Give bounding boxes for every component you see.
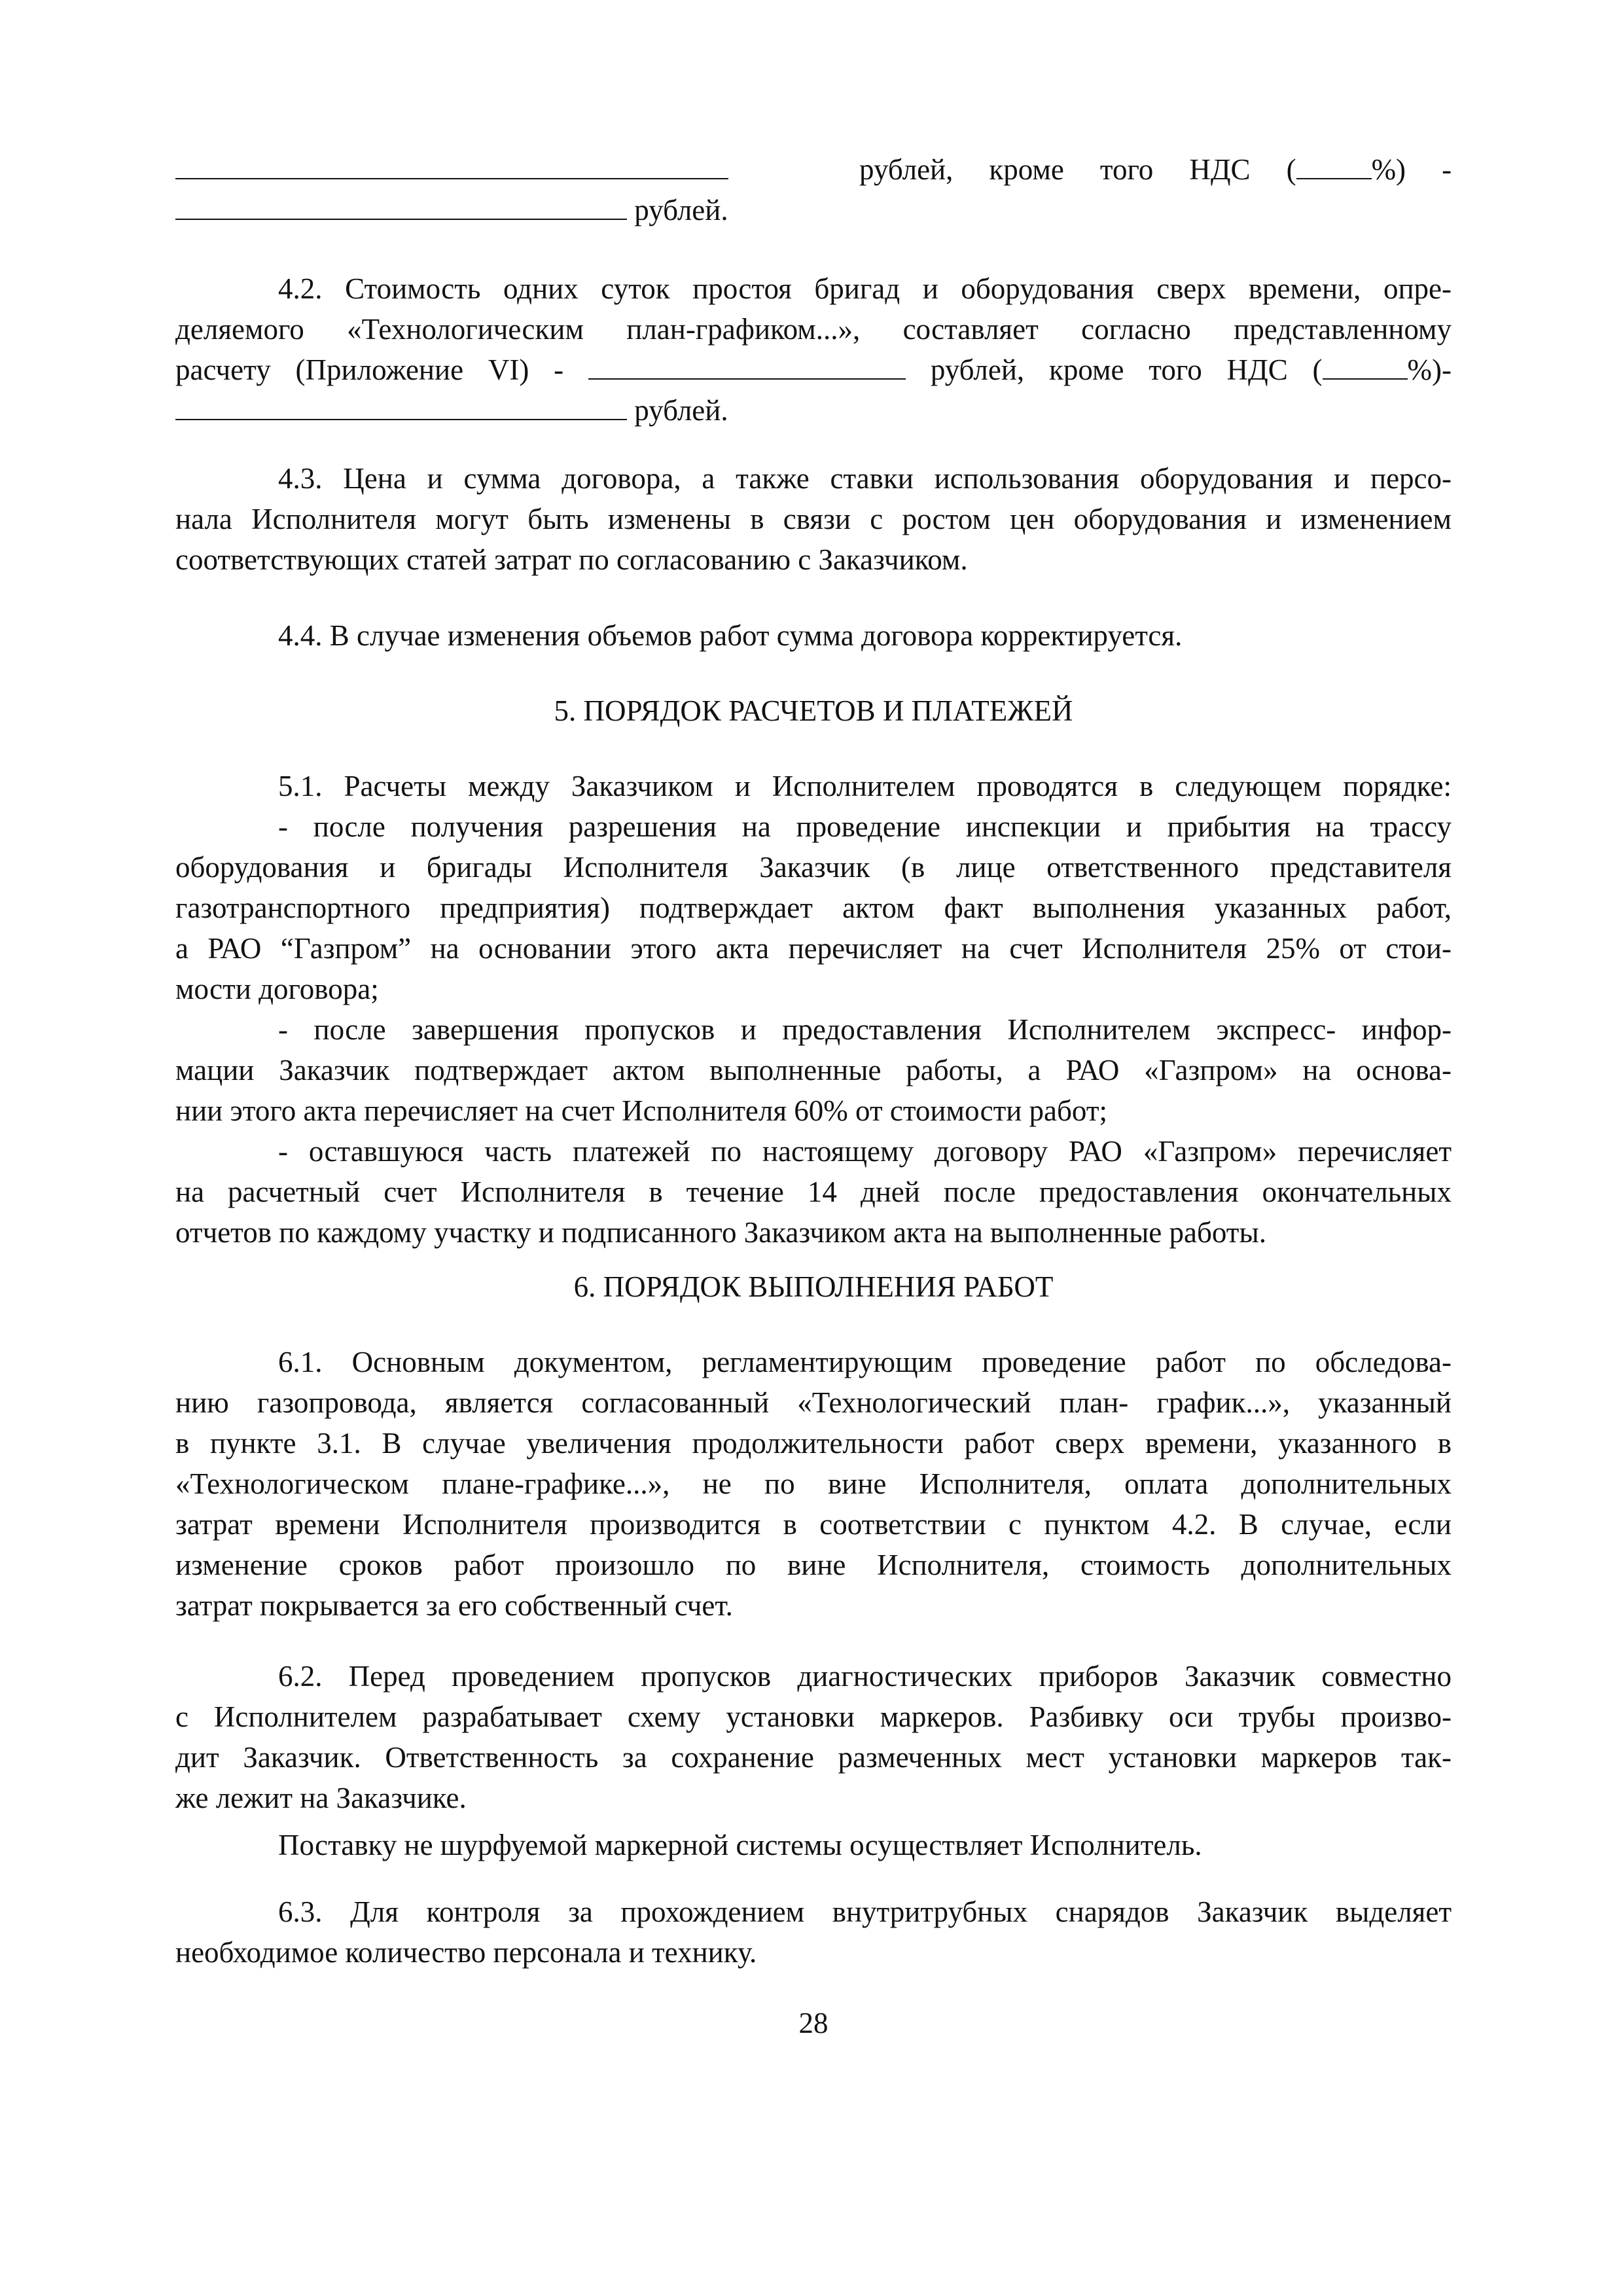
blank-field bbox=[175, 194, 627, 220]
vat-percent bbox=[1287, 153, 1406, 186]
clause-4-2-line-1: 4.2. Стоимость одних суток простоя бригад и оборудования сверх времени, опре- bbox=[278, 272, 1452, 305]
text-rubles-end: рублей. bbox=[634, 194, 728, 226]
dash: - bbox=[1442, 153, 1452, 186]
clause-6-1-line-5: затрат времени Исполнителя производится в соответствии с пунктом 4.2. В случае, если bbox=[175, 1508, 1452, 1541]
clause-6-1-line-7: затрат покрывается за его собственный счет. bbox=[175, 1589, 733, 1622]
section-6-title: 6. ПОРЯДОК ВЫПОЛНЕНИЯ РАБОТ bbox=[573, 1270, 1054, 1303]
clause-6-1-line-2: нию газопровода, является согласованный «Технологический план- график...», указанный bbox=[175, 1386, 1452, 1419]
page-number: 28 bbox=[798, 2007, 829, 2039]
percent-close: %) bbox=[1371, 153, 1406, 186]
appendix-ref: расчету (Приложение VI) - bbox=[175, 353, 564, 386]
clause-4-4 bbox=[175, 615, 1452, 656]
clause-4-3-line-3: соответствующих статей затрат по согласованию с Заказчиком. bbox=[175, 543, 968, 576]
section-5-title: 5. ПОРЯДОК РАСЧЕТОВ И ПЛАТЕЖЕЙ bbox=[554, 694, 1073, 727]
clause-5-1-line-6: мости договора; bbox=[175, 973, 379, 1005]
paren-open: ( bbox=[1286, 153, 1296, 186]
clause-6-1-line-6: изменение сроков работ произошло по вине Исполнителя, стоимость дополнительных bbox=[175, 1549, 1452, 1581]
clause-6-1-line-1: 6.1. Основным документом, регламентирующим проведение работ по обследова- bbox=[278, 1346, 1452, 1378]
clause-6-2-line-1: 6.2. Перед проведением пропусков диагностических приборов Заказчик совместно bbox=[278, 1660, 1452, 1693]
clause-5-1-line-1: 5.1. Расчеты между Заказчиком и Исполнителем проводятся в следующем порядке: bbox=[278, 770, 1452, 802]
clause-4-2-line-2: деляемого «Технологическим план-графиком...», составляет согласно представленному bbox=[175, 313, 1452, 346]
clause-4-4-text: 4.4. В случае изменения объемов работ сумма договора корректируется. bbox=[278, 619, 1183, 652]
clause-5-1-line-12: отчетов по каждому участку и подписанного Заказчиком акта на выполненные работы. bbox=[175, 1216, 1266, 1249]
blank-field bbox=[175, 394, 627, 420]
blank-field bbox=[1323, 353, 1408, 380]
clause-4-1-continuation bbox=[175, 149, 1452, 230]
clause-4-3-line-1: 4.3. Цена и сумма договора, а также ставки использования оборудования и персо- bbox=[278, 462, 1452, 495]
clause-4-2-line-4 bbox=[175, 390, 1452, 431]
clause-5-1-line-8: мации Заказчик подтверждает актом выполненные работы, а РАО «Газпром» на основа- bbox=[175, 1054, 1452, 1086]
clause-5-1-line-3: оборудования и бригады Исполнителя Заказчик (в лице ответственного представителя bbox=[175, 851, 1452, 884]
clause-4-2 bbox=[175, 268, 1452, 431]
text-krome: кроме bbox=[989, 153, 1064, 186]
clause-5-1 bbox=[175, 766, 1452, 1253]
clause-4-1-line-2 bbox=[175, 190, 1452, 230]
clause-6-2-line-2: с Исполнителем разрабатывает схему установки маркеров. Разбивку оси трубы произво- bbox=[175, 1700, 1452, 1733]
clause-4-1-line-1 bbox=[175, 149, 1452, 190]
clause-5-1-line-10: - оставшуюся часть платежей по настоящему договору РАО «Газпром» перечисляет bbox=[278, 1135, 1452, 1168]
clause-5-1-line-4: газотранспортного предприятия) подтверждает актом факт выполнения указанных работ, bbox=[175, 891, 1452, 924]
clause-5-1-line-5: а РАО “Газпром” на основании этого акта перечисляет на счет Исполнителя 25% от стои- bbox=[175, 932, 1452, 965]
text-rubles: рублей, bbox=[859, 153, 954, 186]
text-nds: НДС bbox=[1189, 153, 1251, 186]
clause-5-1-line-2: - после получения разрешения на проведение инспекции и прибытия на трассу bbox=[278, 810, 1452, 843]
text-togo: того bbox=[1099, 153, 1154, 186]
clause-5-1-line-9: нии этого акта перечисляет на счет Исполнителя 60% от стоимости работ; bbox=[175, 1094, 1108, 1127]
clause-6-2-line-3: дит Заказчик. Ответственность за сохранение размеченных мест установки маркеров так- bbox=[175, 1741, 1452, 1774]
clause-4-3-line-2: нала Исполнителя могут быть изменены в связи с ростом цен оборудования и изменением bbox=[175, 503, 1452, 535]
clause-6-3-line-1: 6.3. Для контроля за прохождением внутритрубных снарядов Заказчик выделяет bbox=[278, 1895, 1452, 1928]
blank-field bbox=[175, 153, 728, 179]
blank-field bbox=[588, 353, 906, 380]
clause-5-1-line-11: на расчетный счет Исполнителя в течение 14 дней после предоставления окончательных bbox=[175, 1175, 1452, 1208]
clause-6-3 bbox=[175, 1892, 1452, 1973]
text-rubles-end: рублей. bbox=[634, 394, 728, 427]
clause-4-3 bbox=[175, 458, 1452, 580]
clause-6-2-line-4: же лежит на Заказчике. bbox=[175, 1782, 467, 1814]
clause-6-1-line-4: «Технологическом плане-графике...», не по вине Исполнителя, оплата дополнительных bbox=[175, 1467, 1452, 1500]
clause-6-1-line-3: в пункте 3.1. В случае увеличения продолжительности работ сверх времени, указанного в bbox=[175, 1427, 1452, 1460]
percent-close: %)- bbox=[1407, 353, 1452, 386]
rubles-vat: рублей, кроме того НДС ( bbox=[930, 353, 1323, 386]
clause-5-1-line-7: - после завершения пропусков и предоставления Исполнителем экспресс- инфор- bbox=[278, 1013, 1452, 1046]
clause-6-1 bbox=[175, 1342, 1452, 1626]
clause-6-3-line-2: необходимое количество персонала и технику. bbox=[175, 1936, 757, 1969]
clause-6-2-line-5: Поставку не шурфуемой маркерной системы осуществляет Исполнитель. bbox=[278, 1829, 1202, 1861]
clause-6-2 bbox=[175, 1656, 1452, 1865]
blank-field bbox=[1296, 153, 1372, 179]
clause-4-2-line-3 bbox=[175, 350, 1452, 390]
